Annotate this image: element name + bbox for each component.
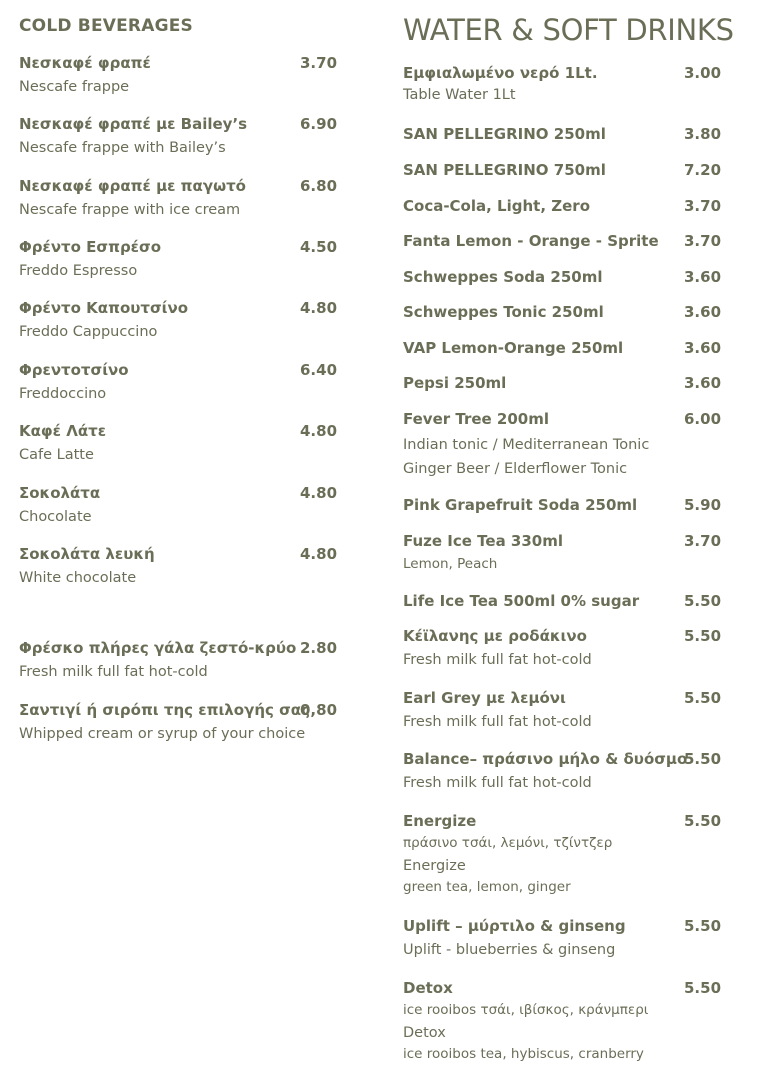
item-name: Φρέντο Εσπρέσο <box>19 238 162 256</box>
item-description: Fresh milk full fat hot-cold <box>403 714 592 730</box>
item-name: Fanta Lemon - Orange - Sprite <box>403 232 659 250</box>
item-name: Life Ice Tea 500ml 0% sugar <box>403 592 640 610</box>
item-name: Σαντιγί ή σιρόπι της επιλογής σας <box>19 701 310 719</box>
menu-item <box>19 298 339 342</box>
item-description: Whipped cream or syrup of your choice <box>19 726 306 742</box>
item-name: Φρέντο Καπουτσίνο <box>19 299 189 317</box>
item-price: 4.80 <box>300 422 338 440</box>
menu-item <box>403 749 733 793</box>
item-description: White chocolate <box>19 570 137 586</box>
item-name: Uplift – μύρτιλο & ginseng <box>403 917 626 935</box>
menu-item <box>19 237 339 281</box>
item-price: 3.70 <box>684 232 722 250</box>
menu-item <box>403 160 733 180</box>
item-price: 5.50 <box>684 812 722 830</box>
item-name: Coca-Cola, Light, Zero <box>403 197 591 215</box>
menu-item <box>403 124 733 144</box>
item-description: Cafe Latte <box>19 447 94 463</box>
item-price: 3.60 <box>684 374 722 392</box>
item-description: Freddo Cappuccino <box>19 324 158 340</box>
menu-item <box>19 421 339 465</box>
item-description: Fresh milk full fat hot-cold <box>19 664 208 680</box>
item-name: Φρέσκο πλήρες γάλα ζεστό-κρύο <box>19 639 297 657</box>
item-description: Freddoccino <box>19 386 107 402</box>
menu-item <box>19 638 339 682</box>
item-description: Freddo Espresso <box>19 263 138 279</box>
item-name: Balance– πράσινο μήλο & δυόσμο <box>403 750 688 768</box>
item-price: 4.80 <box>300 299 338 317</box>
item-description: Indian tonic / Mediterranean Tonic <box>403 437 650 453</box>
menu-item <box>403 591 733 611</box>
item-subtitle-2: ice rooibos tea, hybiscus, cranberry <box>403 1046 644 1062</box>
section-heading: WATER & SOFT DRINKS <box>403 13 734 47</box>
menu-item <box>403 495 733 515</box>
item-name: Energize <box>403 812 477 830</box>
menu-item <box>403 978 733 1064</box>
menu-item <box>403 373 733 393</box>
menu-item <box>403 267 733 287</box>
item-price: 5.50 <box>684 627 722 645</box>
item-name: Schweppes Soda 250ml <box>403 268 603 286</box>
item-price: 4.50 <box>300 238 338 256</box>
menu-item <box>403 196 733 216</box>
item-name: Νεσκαφέ φραπέ <box>19 54 151 72</box>
item-price: 4.80 <box>300 545 338 563</box>
item-description: Chocolate <box>19 509 92 525</box>
item-name: VAP Lemon-Orange 250ml <box>403 339 624 357</box>
item-name: Νεσκαφέ φραπέ με Bailey’s <box>19 115 248 133</box>
item-price: 6.40 <box>300 361 338 379</box>
menu-item <box>403 811 733 897</box>
item-name: Pepsi 250ml <box>403 374 507 392</box>
item-name: Detox <box>403 979 453 997</box>
menu-item <box>403 531 733 574</box>
item-name: Earl Grey με λεμόνι <box>403 689 566 707</box>
item-subtitle: Lemon, Peach <box>403 556 498 572</box>
item-description: Detox <box>403 1025 446 1041</box>
item-price: 5.90 <box>684 496 722 514</box>
menu-item <box>19 53 339 97</box>
item-name: Pink Grapefruit Soda 250ml <box>403 496 638 514</box>
item-description: Table Water 1Lt <box>403 87 516 103</box>
item-price: 6.80 <box>300 177 338 195</box>
menu-item <box>403 231 733 251</box>
item-name: Schweppes Tonic 250ml <box>403 303 604 321</box>
item-price: 3.60 <box>684 303 722 321</box>
item-price: 2.80 <box>300 639 338 657</box>
item-price: 6.90 <box>300 115 338 133</box>
menu-item <box>403 916 733 960</box>
item-price: 3.00 <box>684 64 722 82</box>
menu-item <box>19 700 339 744</box>
menu-item <box>19 360 339 404</box>
item-subtitle: ice rooibos τσάι, ιβίσκος, κράνμπερι <box>403 1002 649 1018</box>
menu-item <box>19 176 339 220</box>
menu-item <box>403 409 733 479</box>
item-price: 0,80 <box>300 701 338 719</box>
menu-item <box>403 688 733 732</box>
menu-item <box>403 626 733 670</box>
item-price: 3.70 <box>300 54 338 72</box>
item-price: 5.50 <box>684 979 722 997</box>
menu-item <box>19 483 339 527</box>
item-price: 5.50 <box>684 917 722 935</box>
item-description-line-2: Ginger Beer / Elderflower Tonic <box>403 461 628 477</box>
item-description: Energize <box>403 858 466 874</box>
item-name: SAN PELLEGRINO 250ml <box>403 125 606 143</box>
item-name: Σοκολάτα <box>19 484 101 502</box>
item-name: Εμφιαλωμένο νερό 1Lt. <box>403 64 598 82</box>
item-name: Φρεντοτσίνο <box>19 361 129 379</box>
item-description: Uplift - blueberries & ginseng <box>403 942 616 958</box>
item-description: Nescafe frappe with ice cream <box>19 202 241 218</box>
item-price: 5.50 <box>684 689 722 707</box>
item-price: 3.70 <box>684 197 722 215</box>
section-heading: COLD BEVERAGES <box>19 16 193 36</box>
item-name: Κέϊλανης με ροδάκινο <box>403 627 587 645</box>
item-price: 3.70 <box>684 532 722 550</box>
item-subtitle-2: green tea, lemon, ginger <box>403 879 571 895</box>
item-name: SAN PELLEGRINO 750ml <box>403 161 606 179</box>
item-name: Fuze Ice Tea 330ml <box>403 532 564 550</box>
item-price: 5.50 <box>684 592 722 610</box>
item-name: Καφέ Λάτε <box>19 422 107 440</box>
item-price: 3.60 <box>684 339 722 357</box>
item-price: 4.80 <box>300 484 338 502</box>
item-price: 3.60 <box>684 268 722 286</box>
item-description: Fresh milk full fat hot-cold <box>403 652 592 668</box>
menu-item <box>403 302 733 322</box>
item-price: 6.00 <box>684 410 722 428</box>
item-description: Nescafe frappe <box>19 79 130 95</box>
item-price: 7.20 <box>684 161 722 179</box>
item-price: 5.50 <box>684 750 722 768</box>
item-name: Fever Tree 200ml <box>403 410 550 428</box>
menu-item <box>403 63 733 105</box>
item-subtitle: πράσινο τσάι, λεμόνι, τζίντζερ <box>403 835 613 851</box>
item-description: Nescafe frappe with Bailey’s <box>19 140 226 156</box>
item-price: 3.80 <box>684 125 722 143</box>
item-name: Σοκολάτα λευκή <box>19 545 155 563</box>
item-name: Νεσκαφέ φραπέ με παγωτό <box>19 177 246 195</box>
item-description: Fresh milk full fat hot-cold <box>403 775 592 791</box>
menu-item <box>403 338 733 358</box>
menu-item <box>19 544 339 588</box>
menu-item <box>19 114 339 158</box>
